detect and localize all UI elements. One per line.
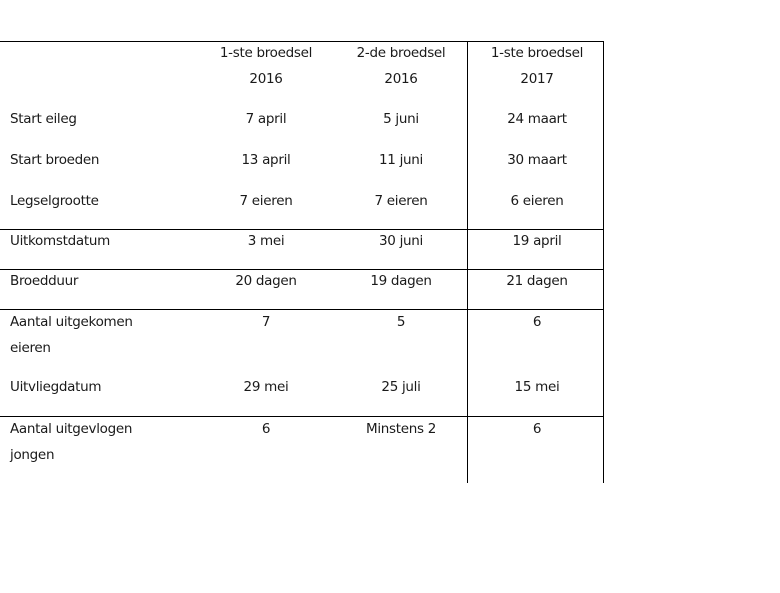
header-col-3: 1-ste broedsel 2017 <box>490 45 584 87</box>
table-cell: 7 eieren <box>374 193 428 209</box>
table-cell: 11 juni <box>379 152 423 168</box>
table-cell: 21 dagen <box>506 273 568 289</box>
header-col-2: 2-de broedsel 2016 <box>356 45 446 87</box>
table-cell: 25 juli <box>381 379 421 395</box>
breeding-table <box>0 41 604 483</box>
row-label: Aantal uitgevlogen jongen <box>10 421 133 463</box>
table-cell: 19 april <box>512 233 562 249</box>
table-cell: 19 dagen <box>370 273 432 289</box>
row-label: Uitvliegdatum <box>10 379 102 395</box>
row-label: Legselgrootte <box>10 193 99 209</box>
table-cell: 6 <box>532 421 542 437</box>
table-cell: Minstens 2 <box>365 421 437 437</box>
column-divider <box>467 41 468 483</box>
table-cell: 24 maart <box>507 111 567 127</box>
table-cell: 7 april <box>245 111 287 127</box>
table-cell: 7 eieren <box>239 193 293 209</box>
table-cell: 7 <box>261 314 271 330</box>
table-cell: 6 eieren <box>510 193 564 209</box>
row-label: Broedduur <box>10 273 79 289</box>
table-cell: 15 mei <box>514 379 560 395</box>
header-col-1: 1-ste broedsel 2016 <box>219 45 313 87</box>
table-cell: 6 <box>261 421 271 437</box>
row-label: Aantal uitgekomen eieren <box>10 314 133 356</box>
table-cell: 3 mei <box>247 233 285 249</box>
table-cell: 20 dagen <box>235 273 297 289</box>
table-cell: 6 <box>532 314 542 330</box>
table-cell: 13 april <box>241 152 291 168</box>
table-cell: 5 <box>396 314 406 330</box>
row-label: Start broeden <box>10 152 100 168</box>
table-cell: 30 juni <box>379 233 423 249</box>
table-cell: 5 juni <box>383 111 419 127</box>
row-label: Start eileg <box>10 111 77 127</box>
table-cell: 29 mei <box>243 379 289 395</box>
row-label: Uitkomstdatum <box>10 233 110 249</box>
table-cell: 30 maart <box>507 152 567 168</box>
